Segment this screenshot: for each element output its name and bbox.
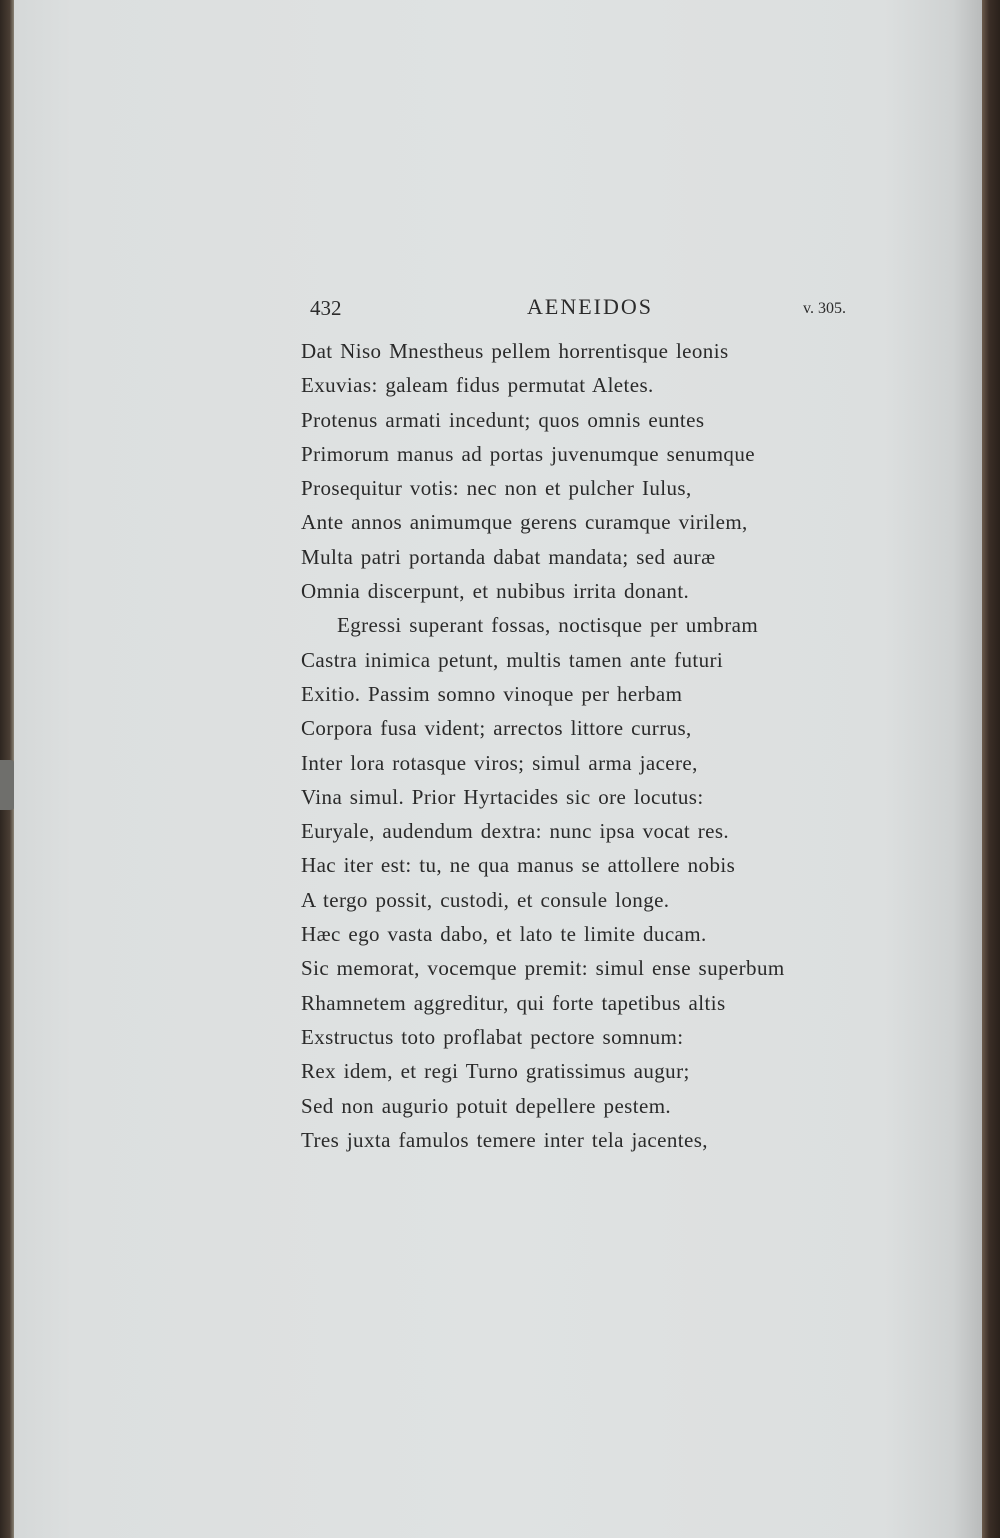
verse-line: A tergo possit, custodi, et consule longe.: [301, 887, 670, 912]
verse-line: Corpora fusa vident; arrectos littore currus,: [301, 716, 692, 741]
verse-line: Sed non augurio potuit depellere pestem.: [301, 1093, 672, 1118]
right-binding-edge: [982, 0, 1000, 1538]
verse-line: Rex idem, et regi Turno gratissimus augur;: [301, 1059, 690, 1084]
verse-line: Exuvias: galeam fidus permutat Aletes.: [301, 373, 654, 398]
verse-line: Omnia discerpunt, et nubibus irrita donant.: [301, 579, 690, 604]
verse-line: Protenus armati incedunt; quos omnis euntes: [301, 407, 705, 432]
page-number: 432: [310, 296, 342, 320]
verse-line: Multa patri portanda dabat mandata; sed auræ: [301, 544, 716, 569]
verse-line: Egressi superant fossas, noctisque per umbram: [337, 613, 759, 638]
running-title: AENEIDOS: [527, 294, 653, 319]
verse-line: Dat Niso Mnestheus pellem horrentisque leonis: [301, 339, 729, 363]
verse-text: [301, 334, 941, 1157]
verse-line: Hæc ego vasta dabo, et lato te limite ducam.: [301, 922, 707, 947]
verse-line: Exstructus toto proflabat pectore somnum:: [301, 1024, 684, 1049]
verse-line: Primorum manus ad portas juvenumque senumque: [301, 441, 755, 466]
verse-line: Tres juxta famulos temere inter tela jacentes,: [301, 1127, 708, 1152]
verse-line: Sic memorat, vocemque premit: simul ense superbum: [301, 956, 785, 981]
verse-line: Hac iter est: tu, ne qua manus se attollere nobis: [301, 853, 736, 878]
verse-line: Inter lora rotasque viros; simul arma jacere,: [301, 750, 698, 775]
verse-line: Rhamnetem aggreditur, qui forte tapetibus altis: [301, 990, 726, 1015]
verse-line: Vina simul. Prior Hyrtacides sic ore locutus:: [301, 784, 704, 809]
verse-line: Prosequitur votis: nec non et pulcher Iulus,: [301, 476, 692, 501]
verse-reference: v. 305.: [803, 300, 846, 317]
verse-line: Euryale, audendum dextra: nunc ipsa vocat res.: [301, 819, 730, 844]
running-header: [310, 292, 846, 326]
verse-line: Castra inimica petunt, multis tamen ante futuri: [301, 647, 724, 672]
verse-line: Ante annos animumque gerens curamque virilem,: [301, 510, 748, 535]
verse-line: Exitio. Passim somno vinoque per herbam: [301, 681, 683, 706]
